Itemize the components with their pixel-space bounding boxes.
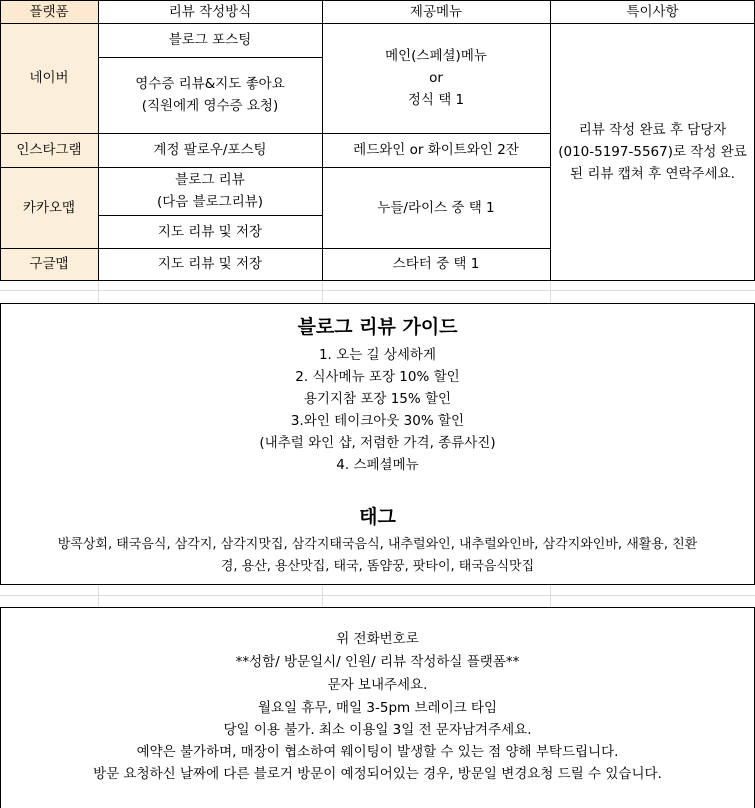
- table-border-bottom: [0, 280, 755, 281]
- platform-instagram: 인스타그램: [0, 133, 98, 167]
- kakao-menu: 누들/라이스 중 택 1: [377, 199, 495, 216]
- tags-line: 방콕상회, 태국음식, 삼각지, 삼각지맛집, 삼각지태국음식, 내추럴와인, 내추럴와인바, 삼각지와인바, 새활용, 친환: [57, 537, 698, 552]
- naver-method-blog: 블로그 포스팅: [168, 32, 252, 48]
- table-border-top: [0, 0, 755, 1]
- notes-line3: 된 리뷰 캡쳐 후 연락주세요.: [570, 165, 735, 182]
- guide-item: 2. 식사메뉴 포장 10% 할인: [295, 369, 460, 385]
- table-line: [322, 0, 323, 281]
- notice-line: 당일 이용 불가. 최소 이용일 3일 전 문자남겨주세요.: [223, 722, 532, 738]
- grid-line: [322, 281, 323, 303]
- naver-menu-line1: 메인(스페셜)메뉴: [385, 48, 487, 64]
- instagram-method: 계정 팔로우/포스팅: [153, 142, 267, 158]
- guide-item: 용기지참 포장 15% 할인: [303, 391, 452, 407]
- kakao-method-blog-line2: (다음 블로그리뷰): [156, 194, 264, 210]
- google-menu: 스타터 중 택 1: [392, 256, 480, 272]
- notes-line1: 리뷰 작성 완료 후 담당자: [578, 121, 727, 138]
- notice-line: 방문 요청하신 날짜에 다른 블로거 방문이 예정되어있는 경우, 방문일 변경요청 드릴 수 있습니다.: [93, 766, 662, 782]
- guide-item: (내추럴 와인 샵, 저렴한 가격, 종류사진): [259, 435, 496, 451]
- naver-menu-line3: 정식 택 1: [407, 92, 465, 108]
- notice-line: 문자 보내주세요.: [327, 677, 428, 693]
- notice-line: **성함/ 방문일시/ 인원/ 리뷰 작성하실 플랫폼**: [235, 654, 520, 670]
- grid-line: [0, 290, 755, 291]
- table-line: [0, 248, 550, 249]
- platform-naver: 네이버: [0, 23, 98, 133]
- table-line: [0, 133, 550, 134]
- header-notes: 특이사항: [626, 3, 679, 20]
- guide-item: 1. 오는 길 상세하게: [318, 347, 437, 363]
- notice-line: 위 전화번호로: [336, 631, 419, 647]
- header-platform: 플랫폼: [0, 0, 98, 23]
- naver-menu: [322, 23, 550, 133]
- table-header-divider: [0, 23, 755, 24]
- notice-line: 예약은 불가하며, 매장이 협소하여 웨이팅이 발생할 수 있는 점 양해 부탁드립니다.: [136, 744, 619, 760]
- notes-cell: [550, 23, 755, 280]
- guide-item: 4. 스페셜메뉴: [336, 457, 419, 473]
- grid-line: [0, 595, 755, 596]
- table-line: [0, 167, 550, 168]
- table-line: [98, 0, 99, 281]
- grid-line: [322, 585, 323, 607]
- naver-method-receipt-line2: (직원에게 영수증 요청): [141, 98, 279, 114]
- platform-kakaomap: 카카오맵: [0, 167, 98, 248]
- google-method: 지도 리뷰 및 저장: [157, 256, 263, 272]
- guide-item: 3.와인 테이크아웃 30% 할인: [290, 413, 465, 429]
- header-review-method: 리뷰 작성방식: [168, 3, 252, 20]
- grid-line: [550, 585, 551, 607]
- naver-method-receipt: [98, 57, 322, 133]
- table-line: [98, 57, 322, 58]
- instagram-menu: 레드와인 or 화이트와인 2잔: [353, 142, 519, 158]
- notes-line2: (010-5197-5567)로 작성 완료: [558, 143, 747, 160]
- kakao-method-map: 지도 리뷰 및 저장: [157, 223, 263, 240]
- tag-title: 태그: [359, 506, 396, 528]
- naver-menu-line2: or: [429, 70, 443, 86]
- table-line: [0, 0, 1, 281]
- tags-line: 경, 용산, 용산맛집, 태국, 똠얌꿍, 팟타이, 태국음식맛집: [220, 559, 535, 574]
- notice-line: 월요일 휴무, 매일 3-5pm 브레이크 타임: [257, 700, 498, 716]
- naver-method-receipt-line1: 영수증 리뷰&지도 좋아요: [135, 76, 285, 92]
- header-menu: 제공메뉴: [409, 3, 463, 20]
- grid-line: [98, 281, 99, 303]
- kakao-method-blog-line1: 블로그 리뷰: [175, 172, 245, 188]
- grid-line: [98, 585, 99, 607]
- kakao-method-blog: [98, 167, 322, 215]
- platform-googlemap: 구글맵: [0, 248, 98, 280]
- table-line: [550, 0, 551, 281]
- table-line: [98, 215, 322, 216]
- grid-line: [550, 281, 551, 303]
- guide-title: 블로그 리뷰 가이드: [297, 316, 458, 338]
